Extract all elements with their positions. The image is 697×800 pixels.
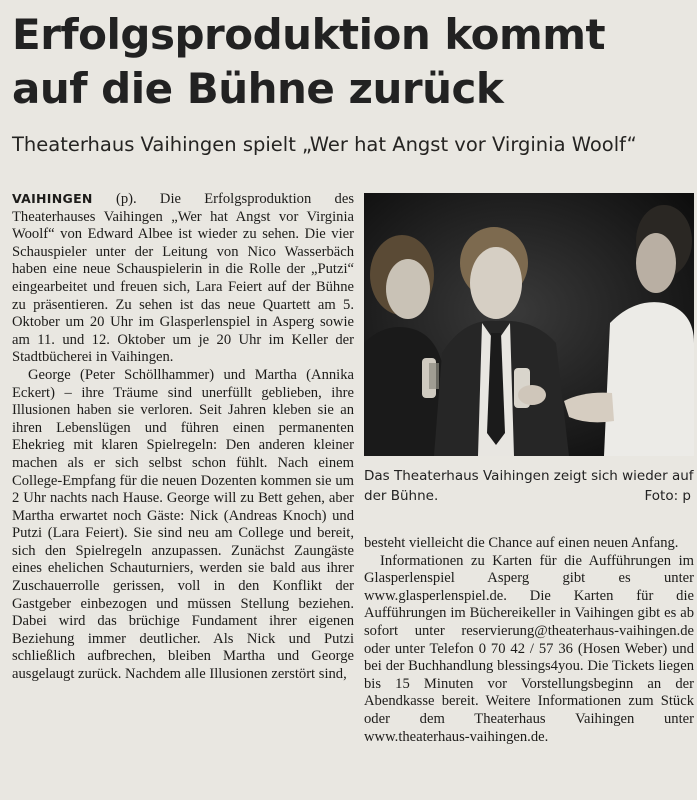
article-paragraph-4: Informationen zu Karten für die Aufführungen im Glasperlenspiel Asperg gibt es unter www.glasperlenspiel.de. Die Karten für die Aufführungen im Büchereikeller in Vaihingen gibt es ab sofort unter reservierung@theaterhaus-vaihingen.de oder unter Telefon 0 70 42 / 57 36 (Hosen Weber) und bei der Buchhandlung blessings4you. Die Tickets liegen bis 15 Minuten vor Vorstellungsbeginn an der Abendkasse bereit. Weitere Informationen zum Stück oder dem Theaterhaus Vaihingen unter www.theaterhaus-vaihingen.de. — [364, 552, 694, 745]
article-paragraph-3: besteht vielleicht die Chance auf einen neuen Anfang. — [364, 535, 679, 551]
article-paragraph-2: George (Peter Schöllhammer) und Martha (Annika Eckert) – ihre Träume sind unerfüllt geblieben, ihre Illusionen haben sie verloren. Seit Jahren kleben sie an ihren Lebenslügen und führen einen permanenten Ehekrieg mit klaren Spielregeln: Den anderen kleiner machen als er sich selbst schon fühlt. Nach einem College-Empfang für die neuen Dozenten kommen sie um 2 Uhr nachts nach Hause. George will zu Bett gehen, aber Martha erwartet noch Gäste: Nick (Andreas Knoch) und Putzi (Lara Feiert). Sie sind neu am College und bereit, sich den Spielregeln anzupassen. Zunächst Zaungäste eines ehelichen Schauturniers, werden sie bald aus ihrer Zuschauerrolle gerissen, voll in den Konflikt der Gastgeber einbezogen und müssen Stellung beziehen. Dabei wird das brüchige Fundament ihrer eigenen Beziehung immer deutlicher. Als Nick und Putzi schließlich aufbrechen, bleiben Martha und George ausgelaugt zurück. Nachdem alle Illusionen zerstört sind, — [12, 366, 354, 683]
article-subheadline: Theaterhaus Vaihingen spielt „Wer hat Angst vor Virginia Woolf“ — [12, 133, 637, 156]
article-column-left — [12, 190, 354, 684]
stage-photo-image — [364, 193, 694, 456]
photo-caption: Das Theaterhaus Vaihingen zeigt sich wieder auf der Bühne. — [364, 468, 694, 504]
article-paragraph-1-text: (p). Die Erfolgsproduktion des Theaterhauses Vaihingen „Wer hat Angst vor Virginia Woolf“ von Edward Albee ist wieder zu sehen. Die vier Schauspieler unter der Leitung von Nico Wasserbäch haben eine neue Schauspielerin in die Rolle der „Putzi“ eingearbeitet und freuen sich, Lara Feiert auf der Bühne zu präsentieren. Zu sehen ist das neue Quartett am 5. Oktober um 20 Uhr im Glasperlenspiel in Asperg sowie am 11. und 12. Oktober um je 20 Uhr im Keller der Stadtbücherei in Vaihingen. — [12, 191, 354, 366]
article-dateline: VAIHINGEN — [12, 191, 93, 206]
stage-photo — [364, 193, 694, 456]
photo-credit: Foto: p — [644, 488, 691, 504]
article-paragraph-1 — [12, 190, 354, 367]
article-column-right — [364, 535, 694, 746]
article-headline: Erfolgsproduktion kommt auf die Bühne zurück — [12, 10, 606, 113]
